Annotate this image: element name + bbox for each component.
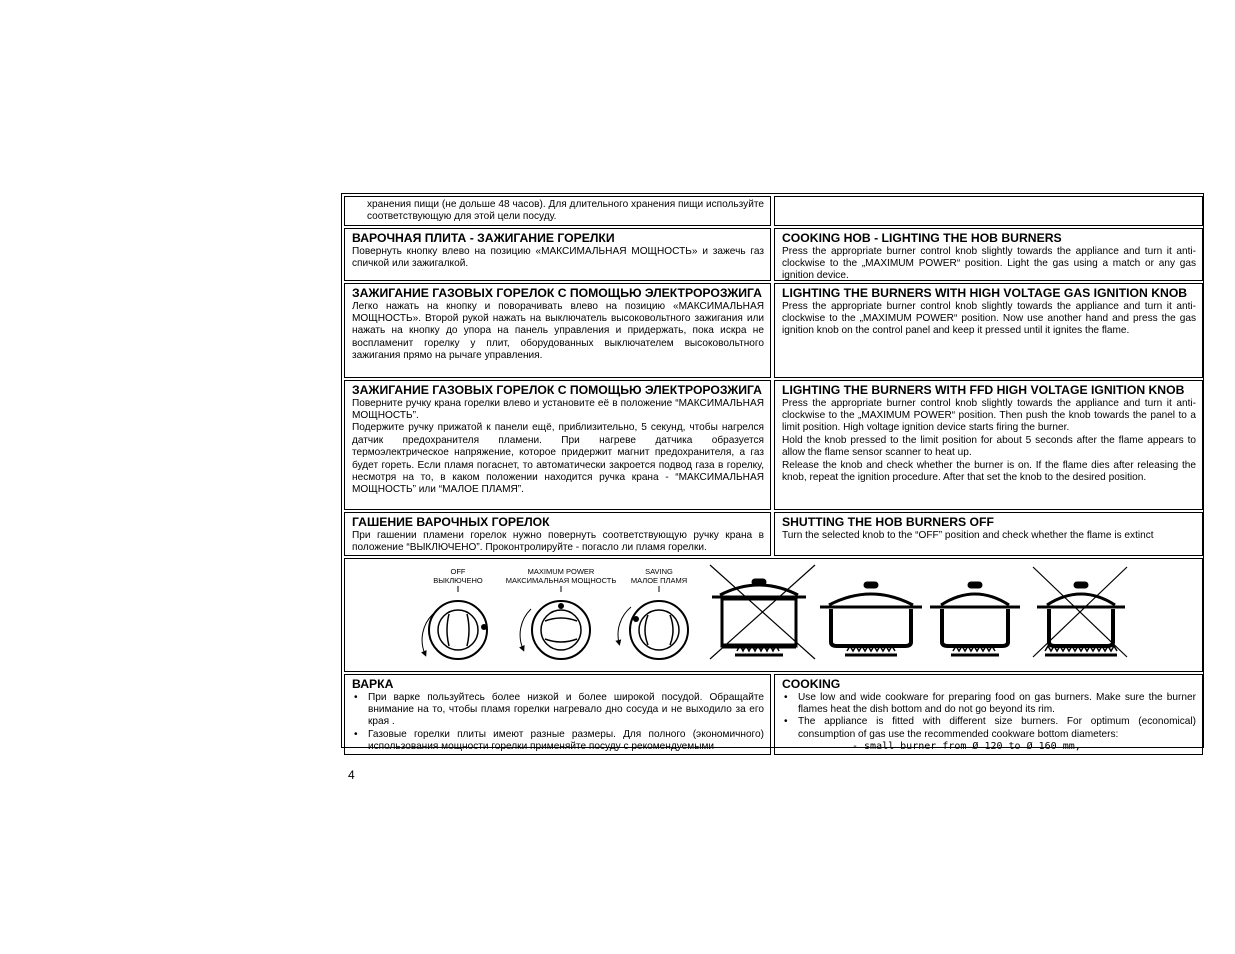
- knob-saving-label-en: SAVING: [645, 567, 673, 576]
- ru-ffd-ignition-text-1: Поверните ручку крана горелки влево и установите её в положение “МАКСИМАЛЬНАЯ МОЩНОСТЬ”.: [352, 397, 764, 421]
- en-shutting-off-title: SHUTTING THE HOB BURNERS OFF: [782, 515, 994, 529]
- en-ffd-ignition-text-3: Release the knob and check whether the burner is on. If the flame dies after releasing the knob, repeat the ignition procedure. After that set the knob to the desired position.: [782, 459, 1196, 483]
- ru-cooking-item: • Газовые горелки плиты имеют разные размеры. Для полного (экономичного) использования мощности горелки применяйте посуду с рекомендуемыми: [352, 729, 764, 754]
- en-lighting-hob-cell: [774, 228, 1203, 281]
- en-ffd-ignition-title: LIGHTING THE BURNERS WITH FFD HIGH VOLTAGE IGNITION KNOB: [782, 383, 1185, 397]
- en-lighting-hob-text: Press the appropriate burner control knob slightly towards the appliance and turn it anti-clockwise to the „MAXIMUM POWER“ position. Light the gas using a match or any gas ignition device.: [782, 245, 1196, 281]
- knob-max-label-ru: МАКСИМАЛЬНАЯ МОЩНОСТЬ: [505, 576, 617, 585]
- knob-off: [422, 567, 487, 659]
- ru-cooking-title: ВАРКА: [352, 677, 394, 691]
- illustration-cell: [344, 558, 1203, 672]
- ru-shutting-off-title: ГАШЕНИЕ ВАРОЧНЫХ ГОРЕЛОК: [352, 515, 550, 529]
- en-hv-ignition-text: Press the appropriate burner control knob slightly towards the appliance and turn it anti-clockwise to the „MAXIMUM POWER“ position. Now use another hand and press the gas ignition knob on the control panel and keep it pressed until it ignites the flame.: [782, 300, 1196, 337]
- knob-saving-label-ru: МАЛОЕ ПЛАМЯ: [630, 576, 688, 585]
- en-ffd-ignition-text-1: Press the appropriate burner control knob slightly towards the appliance and turn it anti-clockwise to the „MAXIMUM POWER“ position. Then push the knob towards the panel to a limit position. High voltage ignition device starts firing the burner.: [782, 397, 1196, 434]
- knobs-and-pots-illustration: [345, 559, 1200, 672]
- en-ffd-ignition-cell: [774, 380, 1203, 510]
- ru-lighting-hob-text: Повернуть кнопку влево на позицию «МАКСИМАЛЬНАЯ МОЩНОСТЬ» и зажечь газ спичкой или зажигалкой.: [352, 245, 764, 269]
- ru-hv-ignition-cell: [344, 283, 771, 378]
- en-lighting-hob-title: COOKING HOB - LIGHTING THE HOB BURNERS: [782, 231, 1062, 245]
- en-cooking-title: COOKING: [782, 677, 841, 691]
- en-cooking-cell: [774, 674, 1203, 755]
- ru-shutting-off-text: При гашении пламени горелок нужно повернуть соответствующую ручку крана в положение “ВЫКЛЮЧЕНО”. Проконтролируйте - погасло ли пламя горелки.: [352, 529, 764, 553]
- en-cooking-list: [782, 692, 1196, 742]
- en-shutting-off-text: Turn the selected knob to the “OFF” position and check whether the flame is extinct: [782, 529, 1154, 541]
- en-cooking-item: • Use low and wide cookware for preparing food on gas burners. Make sure the burner flames heat the dish bottom and do not go beyond its rim.: [782, 692, 1196, 717]
- ru-lighting-hob-title: ВАРОЧНАЯ ПЛИТА - ЗАЖИГАНИЕ ГОРЕЛКИ: [352, 231, 615, 245]
- en-empty-cell: [774, 196, 1203, 226]
- en-shutting-off-cell: [774, 512, 1203, 556]
- en-hv-ignition-title: LIGHTING THE BURNERS WITH HIGH VOLTAGE GAS IGNITION KNOB: [782, 286, 1188, 300]
- knob-max-label-en: MAXIMUM POWER: [527, 567, 595, 576]
- ru-continuation-cell: [344, 196, 771, 226]
- content-grid: [344, 196, 1201, 753]
- ru-cooking-list: [352, 692, 764, 754]
- pot-correct-2: [930, 582, 1020, 655]
- manual-page-table: [341, 193, 1204, 753]
- pot-correct-1: [820, 582, 922, 655]
- knob-saving: [618, 567, 688, 659]
- pot-too-small-crossed: [1033, 567, 1127, 657]
- ru-cooking-item: • При варке пользуйтесь более низкой и более широкой посудой. Обращайте внимание на то, чтобы пламя горелки нагревало дно сосуда и не выходило за его края .: [352, 692, 764, 729]
- ru-continuation-text: хранения пищи (не дольше 48 часов). Для длительного хранения пищи используйте соответствующую для этой цели посуду.: [367, 199, 764, 223]
- en-hv-ignition-cell: [774, 283, 1203, 378]
- ru-ffd-ignition-cell: [344, 380, 771, 510]
- ru-shutting-off-cell: [344, 512, 771, 556]
- knob-off-label-ru: ВЫКЛЮЧЕНО: [433, 576, 483, 585]
- ru-hv-ignition-text: Легко нажать на кнопку и поворачивать влево на позицию «МАКСИМАЛЬНАЯ МОЩНОСТЬ». Второй рукой нажать на выключатель высоковольтного зажигания или нажать на кнопку до упора на панель управления и придержать, пока искра не воспламенит горелку у плит, оборудованных выключателем высоковольтного зажигания прямо на рычаге управления.: [352, 300, 764, 362]
- ru-lighting-hob-cell: [344, 228, 771, 281]
- knob-off-label-en: OFF: [450, 567, 466, 576]
- en-cooking-item: • The appliance is fitted with different size burners. For optimum (economical) consumption of gas use the recommended cookware bottom diameters:: [782, 716, 1196, 741]
- ru-ffd-ignition-title: ЗАЖИГАНИЕ ГАЗОВЫХ ГОРЕЛОК С ПОМОЩЬЮ ЭЛЕКТРОРОЗЖИГА: [352, 383, 762, 397]
- pot-too-tall-crossed: [710, 565, 815, 659]
- en-cooking-subitem: - small burner from Ø 120 to Ø 160 mm,: [852, 741, 1081, 753]
- page-number: 4: [348, 768, 355, 782]
- en-ffd-ignition-text-2: Hold the knob pressed to the limit position for about 5 seconds after the flame appears to allow the flame sensor scanner to heat up.: [782, 434, 1196, 459]
- ru-cooking-cell: [344, 674, 771, 755]
- ru-hv-ignition-title: ЗАЖИГАНИЕ ГАЗОВЫХ ГОРЕЛОК С ПОМОЩЬЮ ЭЛЕКТРОРОЗЖИГА: [352, 286, 762, 300]
- ru-ffd-ignition-text-2: Подержите ручку прижатой к панели ещё, приблизительно, 5 секунд, чтобы нагрелся датчик предохранителя пламени. При нагреве датчика образуется термоэлектрическое напряжение, которое придержит магнит предохранителя, а газ будет гореть. Если пламя погаснет, то автоматически закроется подвод газа в горелку, несмотря на то, в каком положении находится ручка крана - “МАКСИМАЛЬНАЯ МОЩНОСТЬ” или “МАЛОЕ ПЛАМЯ”.: [352, 422, 764, 496]
- knob-maximum-power: [506, 567, 617, 659]
